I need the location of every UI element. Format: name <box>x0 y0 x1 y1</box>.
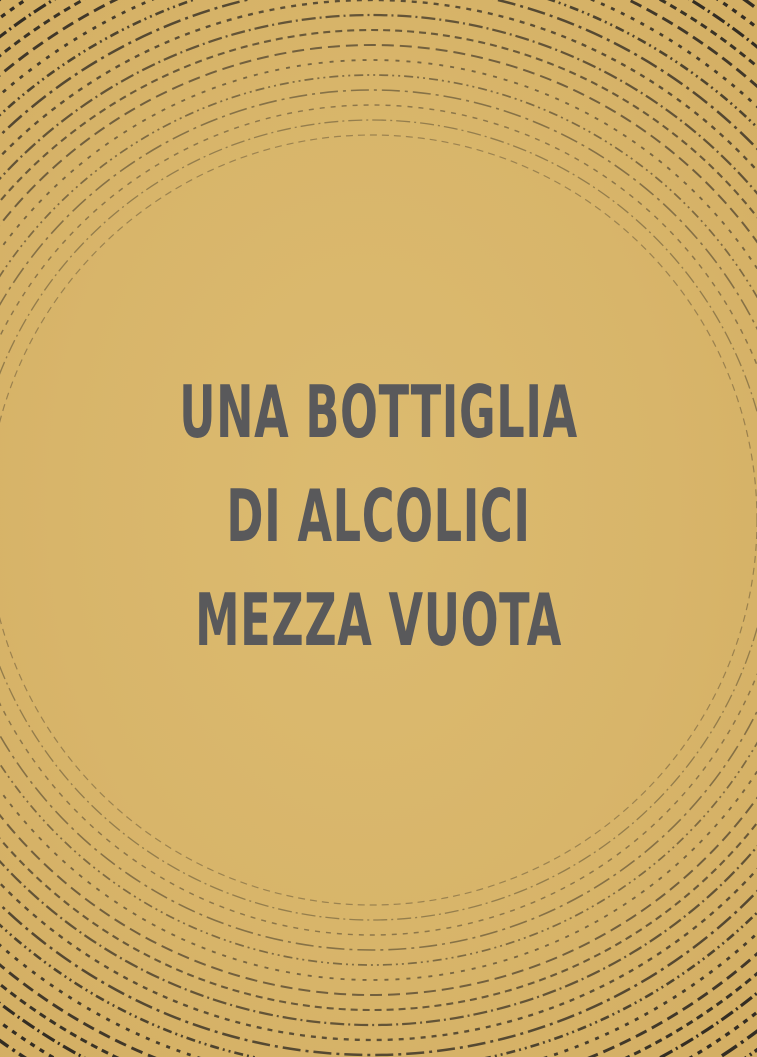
cover-title <box>0 360 757 672</box>
title-line-1: UNA BOTTIGLIA <box>179 370 578 454</box>
title-line-3: MEZZA VUOTA <box>195 578 562 662</box>
title-line-2: DI ALCOLICI <box>226 474 531 558</box>
